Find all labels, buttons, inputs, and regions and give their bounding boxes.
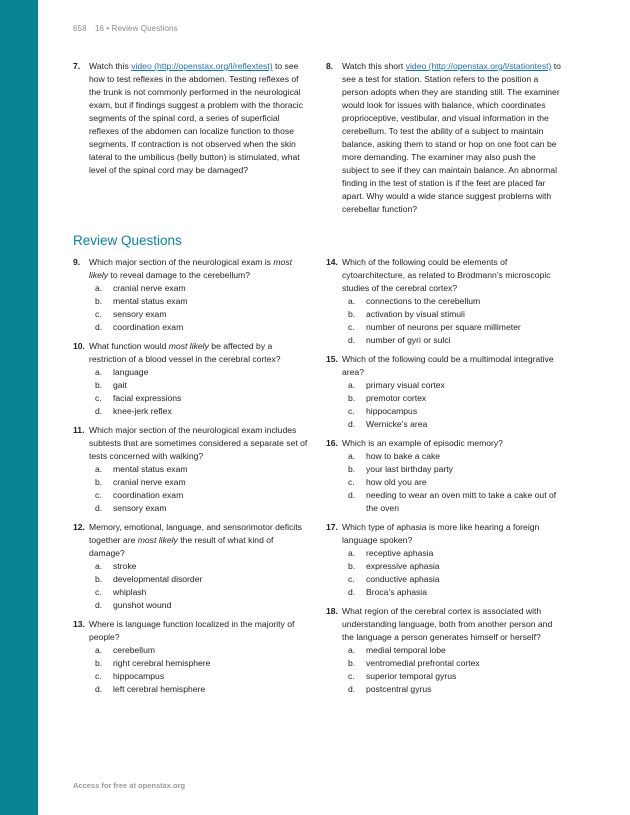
stationtest-video-link[interactable]: video (http://openstax.org/l/stationtest) xyxy=(405,61,552,71)
question-text xyxy=(342,353,564,379)
question-item xyxy=(326,521,564,599)
option-text: mental status exam xyxy=(113,296,188,306)
option-letter: a. xyxy=(95,561,103,571)
option-letter: d. xyxy=(95,322,103,332)
answer-option xyxy=(95,599,311,612)
question-7 xyxy=(73,60,311,177)
option-letter: b. xyxy=(348,561,356,571)
option-list xyxy=(89,560,311,612)
option-text: sensory exam xyxy=(113,503,167,513)
answer-option xyxy=(95,670,311,683)
option-letter: c. xyxy=(348,671,355,681)
answer-option xyxy=(348,489,564,515)
answer-option xyxy=(95,657,311,670)
option-letter: b. xyxy=(348,658,356,668)
question-number: 9. xyxy=(73,257,81,267)
answer-option xyxy=(95,644,311,657)
option-list xyxy=(342,379,564,431)
teal-side-bar xyxy=(0,0,38,815)
answer-option xyxy=(95,586,311,599)
option-letter: c. xyxy=(348,406,355,416)
question-text-part: Watch this xyxy=(89,61,132,71)
question-number: 16. xyxy=(326,438,338,448)
question-8 xyxy=(326,60,564,216)
option-text: hippocampus xyxy=(113,671,165,681)
answer-option xyxy=(95,405,311,418)
option-letter: c. xyxy=(95,490,102,500)
option-text: medial temporal lobe xyxy=(366,645,446,655)
question-number: 7. xyxy=(73,61,81,71)
option-text: premotor cortex xyxy=(366,393,427,403)
option-text: superior temporal gyrus xyxy=(366,671,457,681)
question-text-part: to see a test for station. Station refers to the position a person adopts when they are standing still. The examiner would look for issues with balance, which coordinates proprioceptive, vestibular, and visual information in the cerebellum. To test the ability of a subject to maintain balance, asking them to stand or hop on one foot can be more demanding. The examiner may also push the subject to see if they can maintain balance. An abnormal finding in the test of station is if the feet are placed far apart. Why would a wide stance suggest problems with cerebellar function? xyxy=(342,61,561,214)
answer-option xyxy=(95,282,311,295)
answer-option xyxy=(348,644,564,657)
question-item xyxy=(326,353,564,431)
answer-option xyxy=(95,573,311,586)
option-letter: d. xyxy=(348,490,356,500)
option-text: primary visual cortex xyxy=(366,380,445,390)
option-text: needing to wear an oven mitt to take a cake out of the oven xyxy=(366,490,557,513)
question-text xyxy=(342,605,564,644)
question-text-part: to see how to test reflexes in the abdomen. Testing reflexes of the trunk is not commonly performed in the neurological exam, but if findings suggest a problem with the thoracic segments of the spinal cord, a series of superficial reflexes of the abdomen can localize function to those segments. If contraction is not observed when the skin lateral to the umbilicus (belly button) is stimulated, what level of the spinal cord may be damaged? xyxy=(89,61,304,175)
option-text: number of neurons per square millimeter xyxy=(366,322,521,332)
option-list xyxy=(89,282,311,334)
option-letter: a. xyxy=(348,380,356,390)
answer-option xyxy=(95,321,311,334)
option-letter: b. xyxy=(95,477,103,487)
section-title: Review Questions xyxy=(73,233,182,248)
answer-option xyxy=(348,405,564,418)
question-7-block xyxy=(73,60,311,183)
option-letter: d. xyxy=(348,684,356,694)
option-letter: b. xyxy=(348,393,356,403)
option-letter: a. xyxy=(95,283,103,293)
question-item xyxy=(326,605,564,696)
answer-option xyxy=(348,321,564,334)
option-text: developmental disorder xyxy=(113,574,203,584)
answer-option xyxy=(95,295,311,308)
question-text xyxy=(342,437,564,450)
answer-option xyxy=(348,463,564,476)
option-text: gait xyxy=(113,380,127,390)
right-question-column xyxy=(326,256,564,702)
answer-option xyxy=(348,683,564,696)
page-number: 658 xyxy=(73,24,87,33)
option-letter: a. xyxy=(348,548,356,558)
question-item xyxy=(73,521,311,612)
option-text: activation by visual stimuli xyxy=(366,309,465,319)
question-text xyxy=(89,60,311,177)
option-text: ventromedial prefrontal cortex xyxy=(366,658,480,668)
question-text-part: What function would xyxy=(89,341,169,351)
question-text-part: Which of the following could be a multimodal integrative area? xyxy=(342,354,554,377)
question-item xyxy=(326,437,564,515)
option-text: knee-jerk reflex xyxy=(113,406,172,416)
answer-option xyxy=(348,573,564,586)
answer-option xyxy=(95,379,311,392)
option-text: whiplash xyxy=(113,587,147,597)
question-number: 14. xyxy=(326,257,338,267)
option-text: hippocampus xyxy=(366,406,418,416)
question-text xyxy=(342,60,564,216)
answer-option xyxy=(348,670,564,683)
option-letter: c. xyxy=(95,393,102,403)
answer-option xyxy=(348,334,564,347)
answer-option xyxy=(348,586,564,599)
option-list xyxy=(89,366,311,418)
option-text: language xyxy=(113,367,149,377)
reflextest-video-link[interactable]: video (http://openstax.org/l/reflextest) xyxy=(131,61,273,71)
option-letter: b. xyxy=(95,574,103,584)
question-item xyxy=(73,618,311,696)
option-text: conductive aphasia xyxy=(366,574,440,584)
option-letter: d. xyxy=(348,587,356,597)
option-letter: a. xyxy=(95,645,103,655)
option-letter: c. xyxy=(348,322,355,332)
question-number: 15. xyxy=(326,354,338,364)
option-text: cranial nerve exam xyxy=(113,477,186,487)
option-text: mental status exam xyxy=(113,464,188,474)
answer-option xyxy=(95,392,311,405)
option-letter: a. xyxy=(95,367,103,377)
option-letter: c. xyxy=(348,477,355,487)
option-letter: b. xyxy=(95,380,103,390)
option-text: Broca’s aphasia xyxy=(366,587,427,597)
option-list xyxy=(89,644,311,696)
emphasis-text: most likely xyxy=(137,535,178,545)
option-text: postcentral gyrus xyxy=(366,684,432,694)
answer-option xyxy=(348,418,564,431)
footer-text: Access for free at openstax.org xyxy=(73,781,186,790)
answer-option xyxy=(95,560,311,573)
option-letter: b. xyxy=(95,296,103,306)
question-text xyxy=(89,521,311,560)
option-text: facial expressions xyxy=(113,393,182,403)
option-text: cranial nerve exam xyxy=(113,283,186,293)
question-item xyxy=(326,256,564,347)
option-letter: b. xyxy=(348,309,356,319)
running-header xyxy=(73,24,178,33)
option-letter: c. xyxy=(348,574,355,584)
option-text: right cerebral hemisphere xyxy=(113,658,211,668)
question-8-block xyxy=(326,60,564,222)
answer-option xyxy=(348,295,564,308)
question-text xyxy=(89,256,311,282)
option-text: left cerebral hemisphere xyxy=(113,684,206,694)
left-question-column xyxy=(73,256,311,702)
question-number: 8. xyxy=(326,61,334,71)
question-item xyxy=(73,256,311,334)
answer-option xyxy=(95,502,311,515)
option-letter: d. xyxy=(95,406,103,416)
question-text xyxy=(89,424,311,463)
question-number: 12. xyxy=(73,522,85,532)
option-letter: c. xyxy=(95,309,102,319)
option-letter: a. xyxy=(348,451,356,461)
option-letter: b. xyxy=(95,658,103,668)
option-letter: a. xyxy=(348,645,356,655)
answer-option xyxy=(95,683,311,696)
question-text-part: Which of the following could be elements of cytoarchitecture, as related to Brodmann’s microscopic studies of the cerebral cortex? xyxy=(342,257,551,293)
answer-option xyxy=(348,476,564,489)
option-letter: d. xyxy=(95,600,103,610)
answer-option xyxy=(95,489,311,502)
answer-option xyxy=(348,547,564,560)
question-text-part: Which is an example of episodic memory? xyxy=(342,438,503,448)
option-letter: d. xyxy=(95,684,103,694)
question-text-part: Which major section of the neurological exam is xyxy=(89,257,274,267)
option-text: coordination exam xyxy=(113,322,184,332)
question-number: 17. xyxy=(326,522,338,532)
question-text xyxy=(89,340,311,366)
question-text-part: What region of the cerebral cortex is associated with understanding language, both from another person and the language a person generates himself or herself? xyxy=(342,606,553,642)
option-text: stroke xyxy=(113,561,137,571)
answer-option xyxy=(95,463,311,476)
question-number: 18. xyxy=(326,606,338,616)
question-text-part: Where is language function localized in the majority of people? xyxy=(89,619,295,642)
question-item xyxy=(73,424,311,515)
question-text-part: Watch this short xyxy=(342,61,406,71)
answer-option xyxy=(95,476,311,489)
option-letter: b. xyxy=(348,464,356,474)
option-text: how old you are xyxy=(366,477,427,487)
option-text: cerebellum xyxy=(113,645,156,655)
option-letter: c. xyxy=(95,671,102,681)
option-text: connections to the cerebellum xyxy=(366,296,481,306)
question-text xyxy=(89,618,311,644)
option-text: Wernicke’s area xyxy=(366,419,428,429)
option-list xyxy=(342,450,564,515)
option-letter: d. xyxy=(95,503,103,513)
option-list xyxy=(89,463,311,515)
option-text: coordination exam xyxy=(113,490,184,500)
answer-option xyxy=(348,450,564,463)
option-letter: d. xyxy=(348,335,356,345)
option-letter: d. xyxy=(348,419,356,429)
option-letter: a. xyxy=(348,296,356,306)
chapter-label: 16 • Review Questions xyxy=(94,24,178,33)
option-text: receptive aphasia xyxy=(366,548,434,558)
option-list xyxy=(342,295,564,347)
option-list xyxy=(342,644,564,696)
question-text-part: be affected by a restriction of a blood vessel in the cerebral cortex? xyxy=(89,341,281,364)
question-text xyxy=(342,521,564,547)
answer-option xyxy=(95,308,311,321)
answer-option xyxy=(95,366,311,379)
answer-option xyxy=(348,657,564,670)
question-text-part: the result of what kind of damage? xyxy=(89,535,274,558)
question-text-part: Which major section of the neurological exam includes subtests that are sometimes considered a separate set of tests concerned with walking? xyxy=(89,425,308,461)
option-text: sensory exam xyxy=(113,309,167,319)
question-text xyxy=(342,256,564,295)
option-letter: c. xyxy=(95,587,102,597)
question-number: 10. xyxy=(73,341,85,351)
option-text: number of gyri or sulci xyxy=(366,335,451,345)
answer-option xyxy=(348,308,564,321)
question-number: 11. xyxy=(73,425,85,435)
option-text: expressive aphasia xyxy=(366,561,440,571)
emphasis-text: most likely xyxy=(168,341,209,351)
option-list xyxy=(342,547,564,599)
question-text-part: Memory, emotional, language, and sensorimotor deficits together are xyxy=(89,522,302,545)
question-text-part: to reveal damage to the cerebellum? xyxy=(108,270,250,280)
emphasis-text: most likely xyxy=(89,257,292,280)
answer-option xyxy=(348,560,564,573)
answer-option xyxy=(348,392,564,405)
question-number: 13. xyxy=(73,619,85,629)
option-text: gunshot wound xyxy=(113,600,172,610)
option-letter: a. xyxy=(95,464,103,474)
question-text-part: Which type of aphasia is more like hearing a foreign language spoken? xyxy=(342,522,540,545)
answer-option xyxy=(348,379,564,392)
option-text: how to bake a cake xyxy=(366,451,441,461)
question-item xyxy=(73,340,311,418)
option-text: your last birthday party xyxy=(366,464,453,474)
